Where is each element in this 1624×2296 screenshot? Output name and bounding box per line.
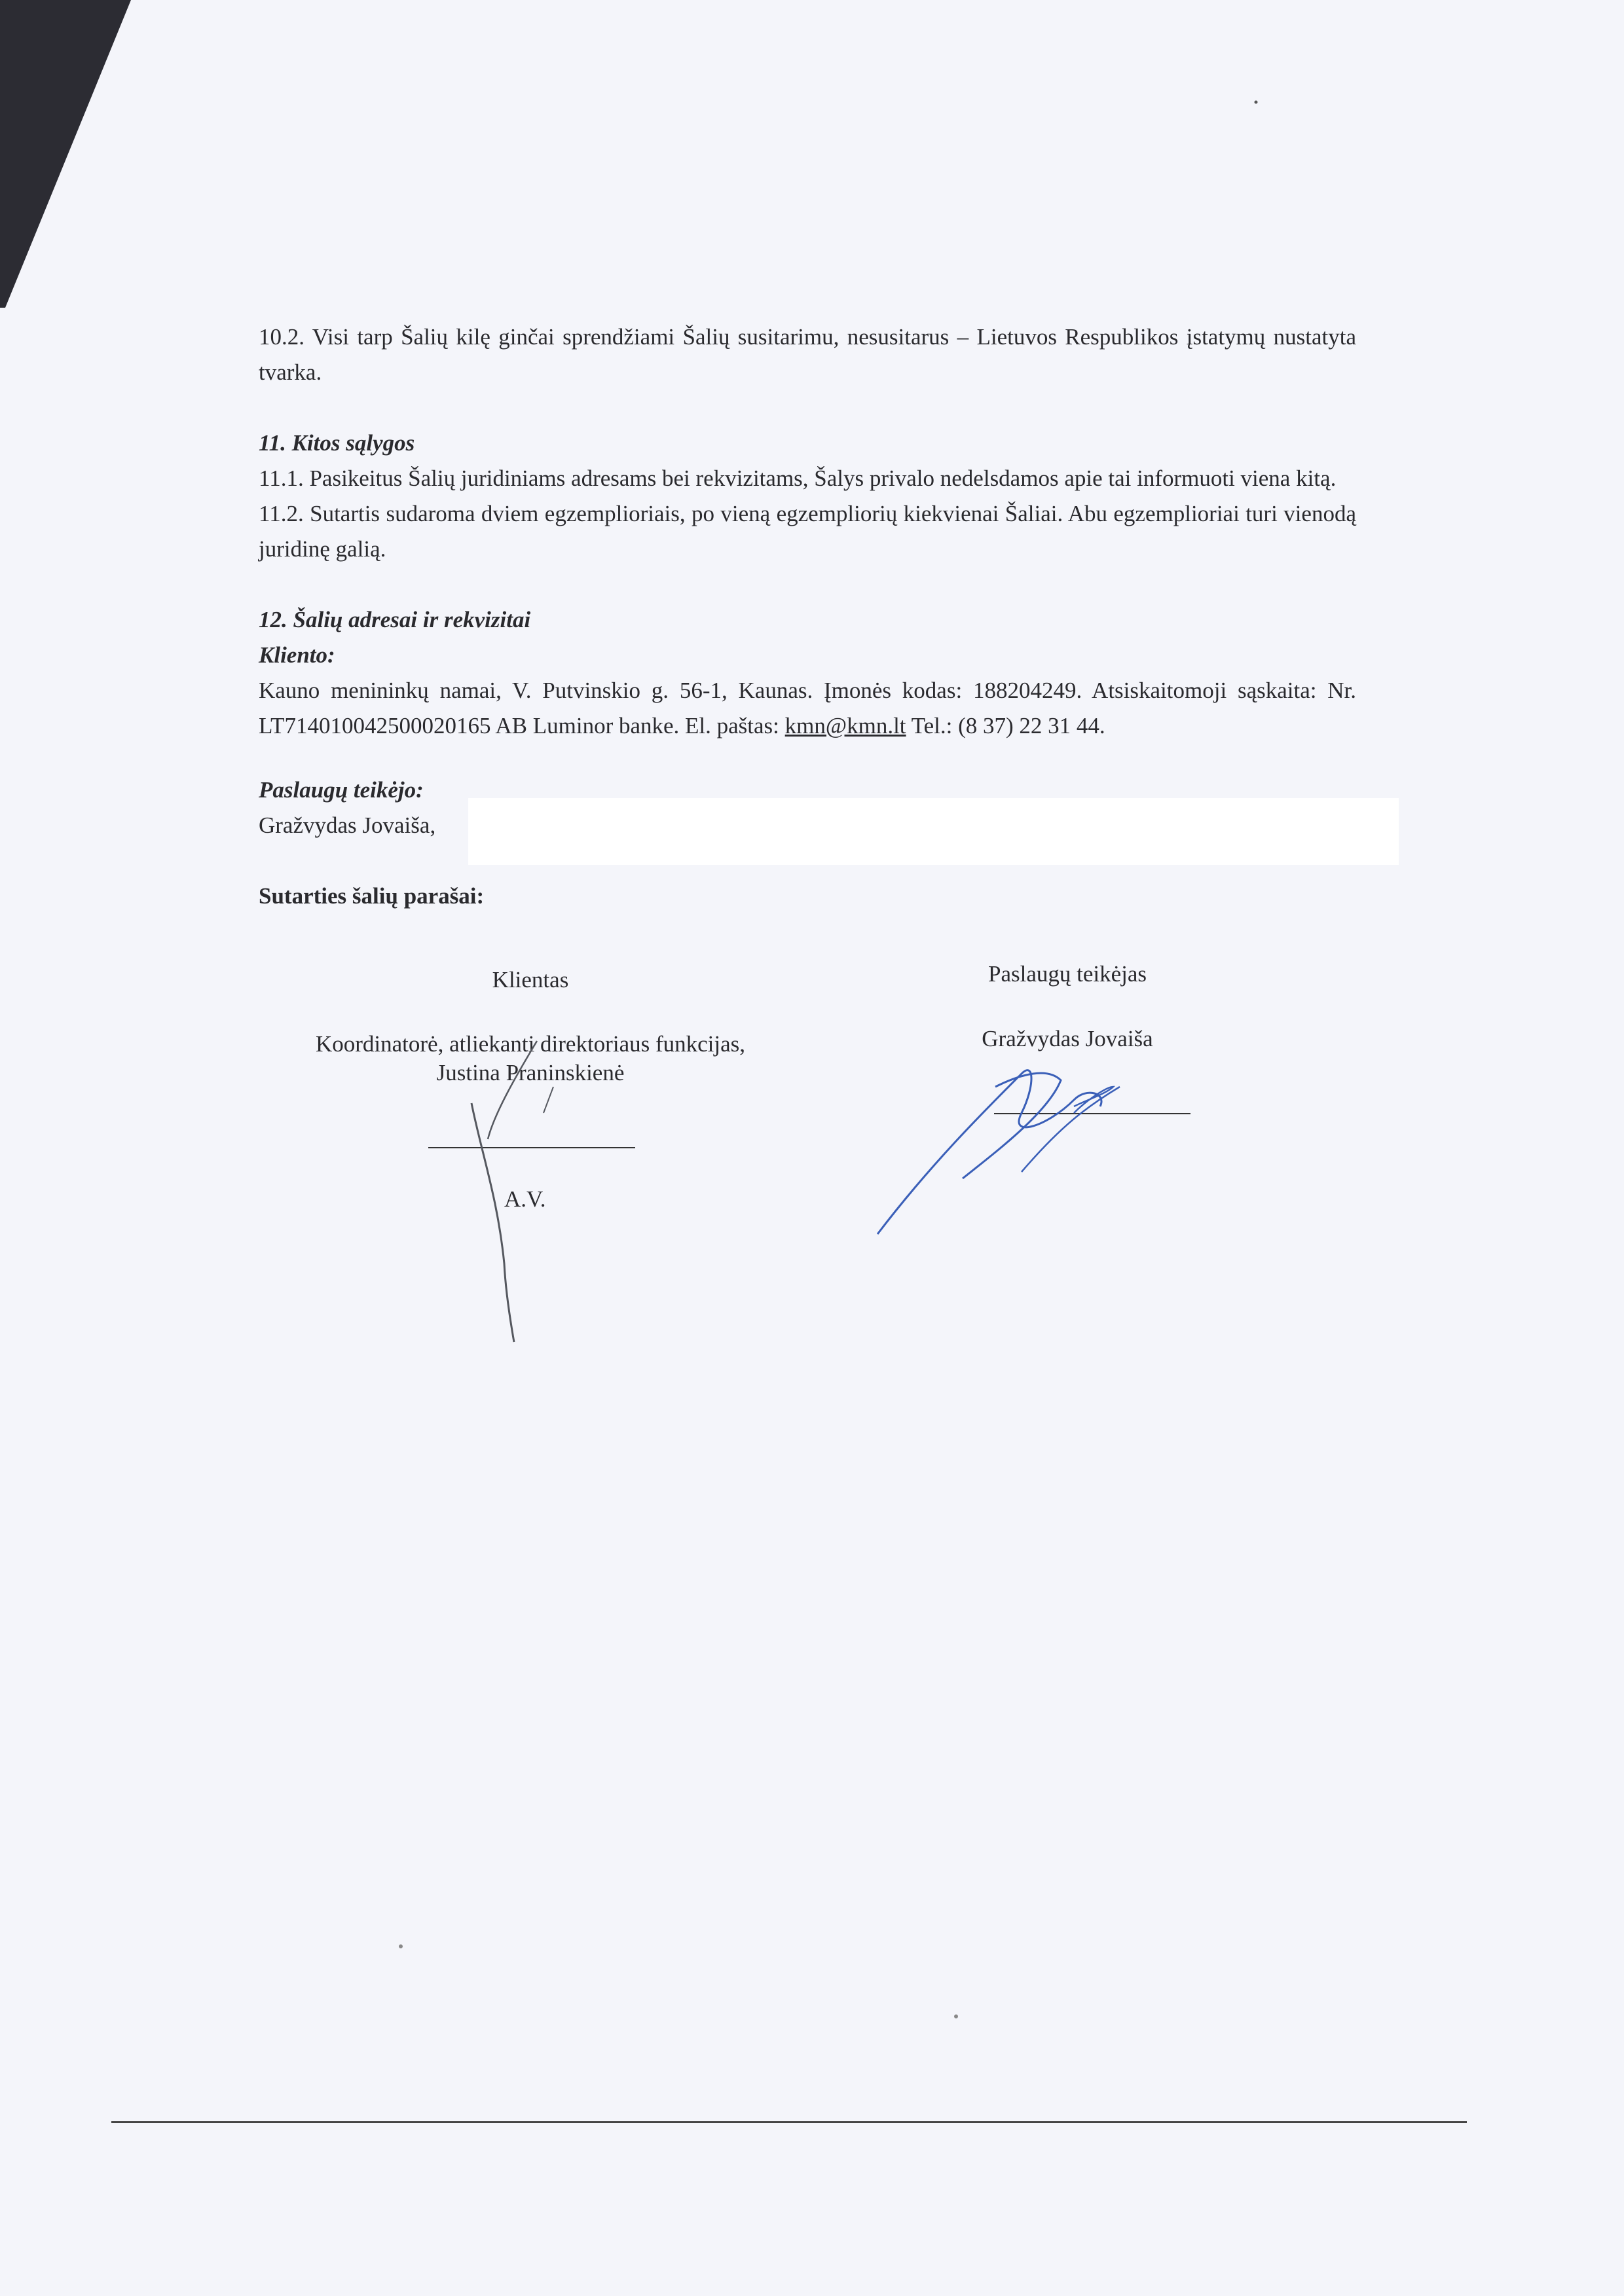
provider-signatory-name: Gražvydas Jovaiša (982, 1026, 1153, 1051)
client-details (259, 673, 1356, 744)
client-email-link[interactable]: kmn@kmn.lt (784, 713, 906, 738)
client-role: Koordinatorė, atliekanti direktoriaus funkcijas, (315, 1031, 746, 1057)
signatures-heading: Sutarties šalių parašai: (259, 883, 485, 909)
client-label: Klientas (492, 967, 569, 993)
provider-signature-stroke (877, 1070, 1101, 1234)
section-11-heading: 11. Kitos sąlygos (259, 430, 415, 456)
provider-label: Paslaugų teikėjas (987, 961, 1147, 987)
client-heading: Kliento: (259, 642, 335, 668)
section-12-heading: 12. Šalių adresai ir rekvizitai (259, 607, 531, 632)
provider-signature-stroke-3 (1074, 1087, 1113, 1113)
clause-10-2: 10.2. Visi tarp Šalių kilę ginčai sprendžiami Šalių susitarimu, nesusitarus – Lietuvos Respublikos įstatymų nustatyta tvarka. (259, 324, 1356, 385)
clause-11-1: 11.1. Pasikeitus Šalių juridiniams adresams bei rekvizitams, Šalys privalo nedelsdamos apie tai informuoti viena kitą. (259, 465, 1337, 491)
provider-signature-stroke-4 (1022, 1087, 1120, 1172)
provider-name: Gražvydas Jovaiša, (259, 812, 436, 838)
client-phone: Tel.: (8 37) 22 31 44. (906, 713, 1105, 738)
client-signature-line (428, 1147, 635, 1148)
client-signatory-name: Justina Praninskienė (436, 1060, 625, 1085)
client-signature-stroke (471, 1103, 514, 1342)
provider-heading: Paslaugų teikėjo: (259, 777, 424, 803)
page-bottom-rule (111, 2121, 1467, 2123)
client-signature-stroke-3 (544, 1087, 553, 1113)
stamp-label: A.V. (504, 1186, 546, 1212)
provider-signature-line (994, 1113, 1190, 1114)
clause-11-2: 11.2. Sutartis sudaroma dviem egzemplioriais, po vieną egzempliorių kiekvienai Šaliai. Abu egzemplioriai turi vienodą juridinę galią. (259, 501, 1356, 562)
client-details-text: Kauno menininkų namai, V. Putvinskio g. 56-1, Kaunas. Įmonės kodas: 188204249. Atsiskaitomoji sąskaita: Nr. LT714010042500020165 AB Luminor banke. El. paštas: (259, 678, 1356, 738)
redaction-box (468, 798, 1399, 865)
provider-signature-stroke-2 (963, 1073, 1061, 1178)
